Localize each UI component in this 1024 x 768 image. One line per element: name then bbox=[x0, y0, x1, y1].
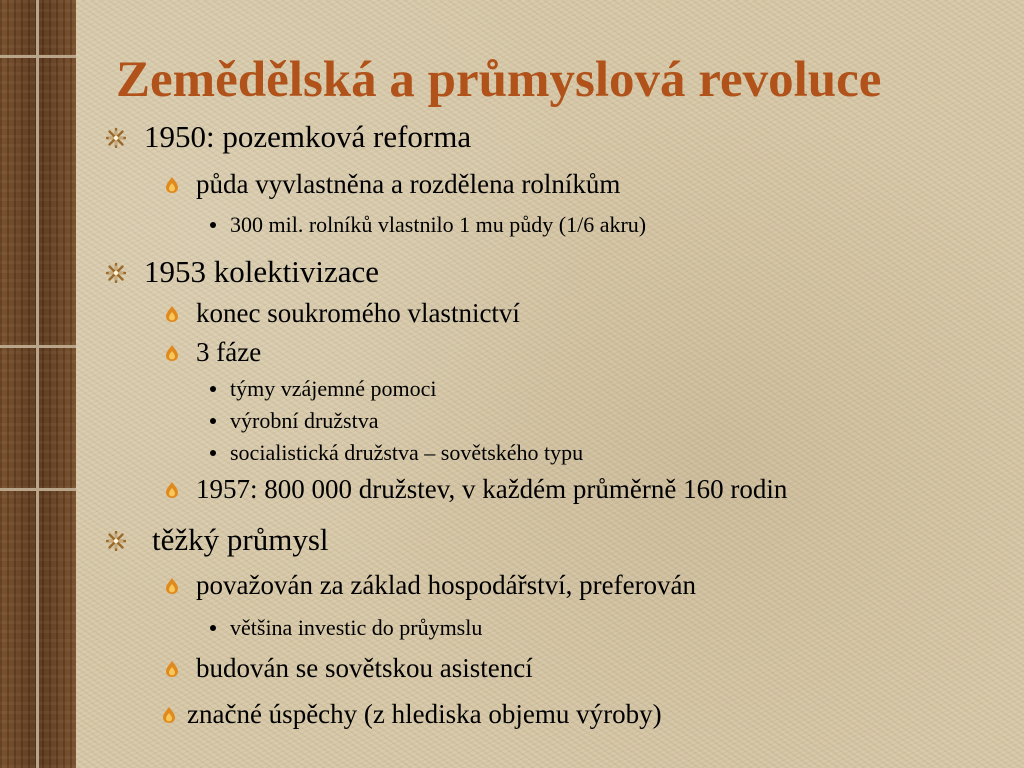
bullet-text: považován za základ hospodářství, preferován bbox=[196, 570, 697, 600]
slide-title: Zemědělská a průmyslová revoluce bbox=[116, 52, 882, 108]
star-burst-icon bbox=[106, 531, 126, 551]
strip-grid-line bbox=[36, 0, 39, 768]
bullet-text: 1957: 800 000 družstev, v každém průměrně 160 rodin bbox=[196, 474, 788, 504]
star-burst-icon bbox=[106, 263, 126, 283]
bullet-text: 3 fáze bbox=[196, 337, 262, 367]
strip-grid-line bbox=[0, 488, 76, 491]
bullet-text: 1950: pozemková reforma bbox=[144, 119, 472, 154]
bullet-text: půda vyvlastněna a rozdělena rolníkům bbox=[196, 169, 621, 199]
strip-grid-line bbox=[0, 55, 76, 58]
dot-bullet bbox=[210, 222, 216, 228]
flame-icon bbox=[166, 578, 178, 594]
bullet-text: výrobní družstva bbox=[230, 408, 379, 433]
bullet-text: 1953 kolektivizace bbox=[144, 254, 379, 289]
flame-icon bbox=[166, 661, 178, 677]
bullet-text: značné úspěchy (z hlediska objemu výroby) bbox=[187, 699, 662, 729]
bullet-text: většina investic do průymslu bbox=[230, 615, 483, 640]
bullet-text: 300 mil. rolníků vlastnilo 1 mu půdy (1/6 akru) bbox=[230, 212, 647, 237]
bullet-text: socialistická družstva – sovětského typu bbox=[230, 440, 584, 465]
flame-icon bbox=[163, 707, 175, 723]
dot-bullet bbox=[210, 418, 216, 424]
decorative-side-strip bbox=[0, 0, 76, 768]
dot-bullet bbox=[210, 386, 216, 392]
flame-icon bbox=[166, 306, 178, 322]
star-burst-icon bbox=[106, 128, 126, 148]
dot-bullet bbox=[210, 625, 216, 631]
bullet-text: těžký průmysl bbox=[152, 522, 329, 557]
flame-icon bbox=[166, 482, 178, 498]
bullet-text: týmy vzájemné pomoci bbox=[230, 376, 437, 401]
flame-icon bbox=[166, 345, 178, 361]
flame-icon bbox=[166, 177, 178, 193]
strip-grid-line bbox=[0, 345, 76, 348]
bullet-text: konec soukromého vlastnictví bbox=[196, 298, 520, 328]
bullet-text: budován se sovětskou asistencí bbox=[196, 653, 533, 683]
dot-bullet bbox=[210, 450, 216, 456]
